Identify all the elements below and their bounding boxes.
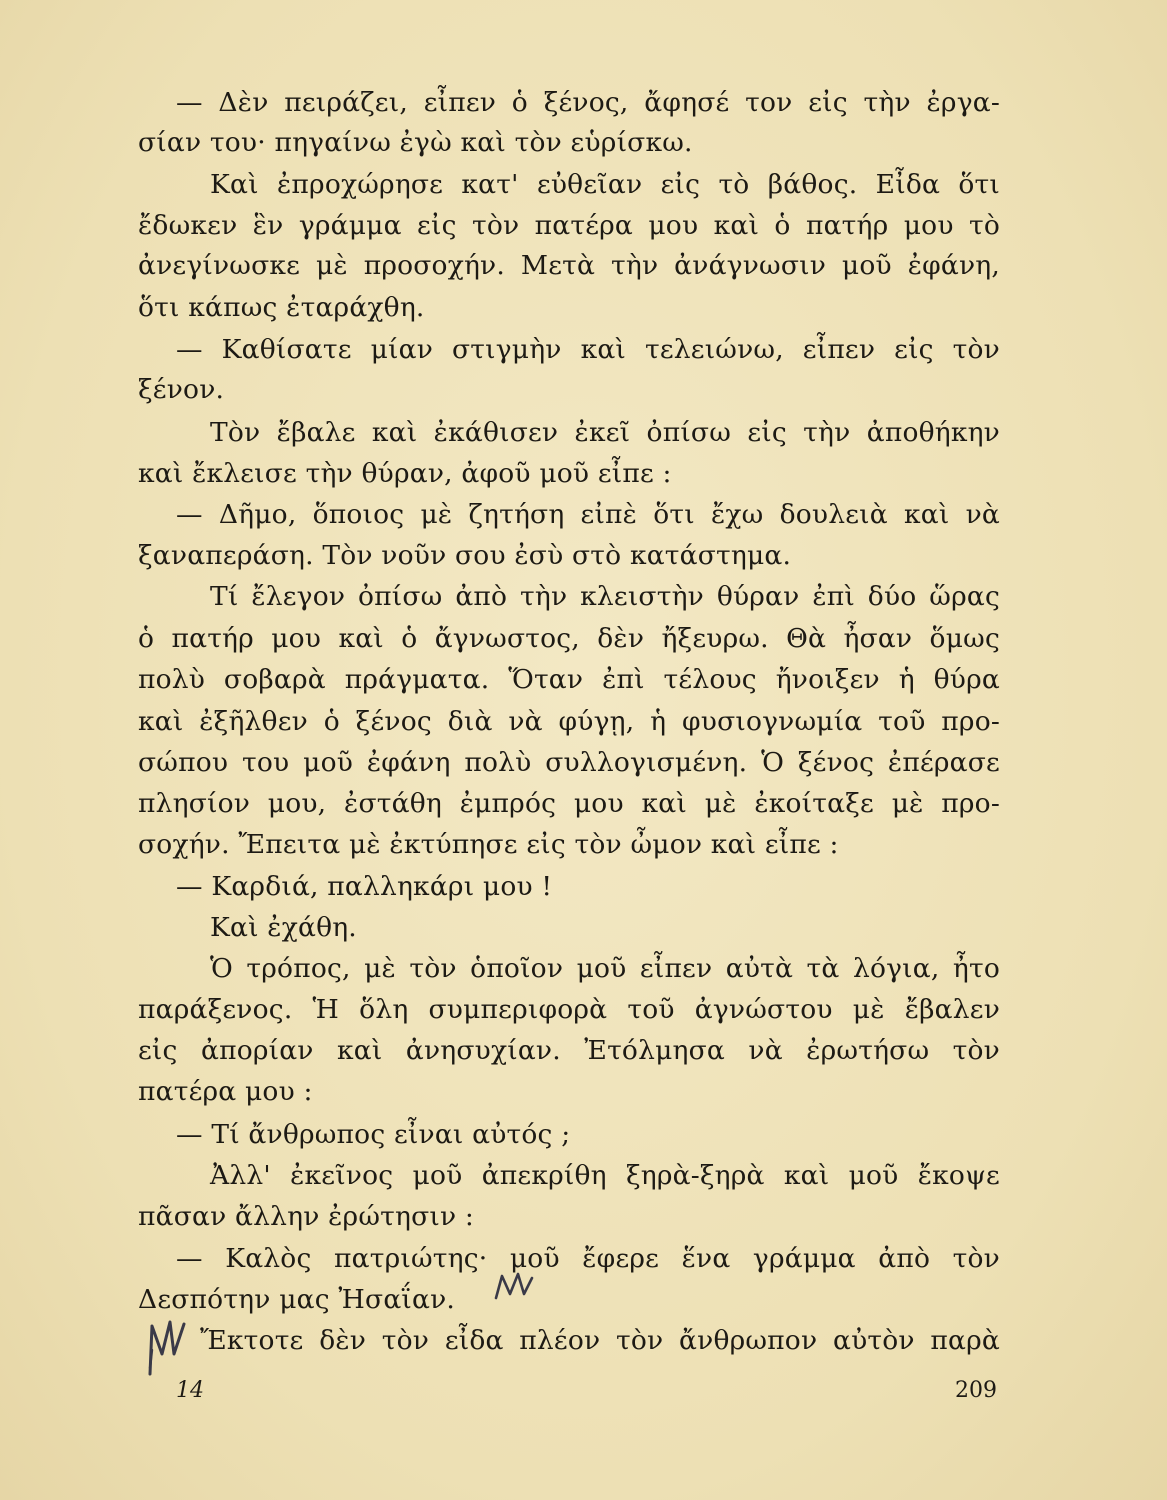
- page-number: 209: [955, 1378, 997, 1403]
- text-line: πατέρα μου :: [138, 1076, 313, 1107]
- handwritten-initials-mark: [140, 1310, 188, 1380]
- text-line: Ἀλλ' ἐκεῖνος μοῦ ἀπεκρίθη ξηρὰ-ξηρὰ καὶ μοῦ ἔκοψε: [210, 1160, 1000, 1191]
- text-line: — Καλὸς πατριώτης· μοῦ ἔφερε ἕνα γράμμα ἀπὸ τὸν: [176, 1243, 1000, 1274]
- text-line: ξαναπεράση. Τὸν νοῦν σου ἐσὺ στὸ κατάστημα.: [138, 540, 792, 571]
- text-line: Ὁ τρόπος, μὲ τὸν ὁποῖον μοῦ εἶπεν αὐτὰ τὰ λόγια, ἦτο: [210, 953, 1000, 984]
- text-line: πλησίον μου, ἐστάθη ἐμπρός μου καὶ μὲ ἐκοίταξε μὲ προ-: [138, 788, 1000, 819]
- text-line: Ἔκτοτε δὲν τὸν εἶδα πλέον τὸν ἄνθρωπον αὐτὸν παρὰ: [200, 1325, 1000, 1356]
- text-line: ὁ πατήρ μου καὶ ὁ ἄγνωστος, δὲν ἤξευρω. Θὰ ἦσαν ὅμως: [138, 623, 1000, 654]
- text-line: σίαν του· πηγαίνω ἐγὼ καὶ τὸν εὑρίσκω.: [138, 127, 693, 158]
- text-line: καὶ ἔκλεισε τὴν θύραν, ἀφοῦ μοῦ εἶπε :: [138, 458, 672, 489]
- text-line: — Καθίσατε μίαν στιγμὴν καὶ τελειώνω, εἶπεν εἰς τὸν: [176, 334, 1000, 365]
- text-line: — Δὲν πειράζει, εἶπεν ὁ ξένος, ἄφησέ τον εἰς τὴν ἐργα-: [176, 87, 1000, 118]
- text-line: πᾶσαν ἄλλην ἐρώτησιν :: [138, 1201, 475, 1232]
- text-line: Καὶ ἐχάθη.: [210, 912, 357, 943]
- text-line: ἀνεγίνωσκε μὲ προσοχήν. Μετὰ τὴν ἀνάγνωσιν μοῦ ἐφάνη,: [138, 250, 1000, 281]
- text-line: ξένον.: [138, 374, 225, 405]
- signature-number: 14: [176, 1378, 204, 1403]
- text-line: Τί ἔλεγον ὀπίσω ἀπὸ τὴν κλειστὴν θύραν ἐπὶ δύο ὥρας: [210, 581, 1000, 612]
- text-line: Τὸν ἔβαλε καὶ ἐκάθισεν ἐκεῖ ὀπίσω εἰς τὴν ἀποθήκην: [210, 417, 1000, 448]
- text-line: εἰς ἀπορίαν καὶ ἀνησυχίαν. Ἐτόλμησα νὰ ἐρωτήσω τὸν: [138, 1035, 1000, 1066]
- text-line: — Δῆμο, ὅποιος μὲ ζητήση εἰπὲ ὅτι ἔχω δουλειὰ καὶ νὰ: [176, 499, 1000, 530]
- text-line: Καὶ ἐπροχώρησε κατ' εὐθεῖαν εἰς τὸ βάθος. Εἶδα ὅτι: [210, 169, 1000, 200]
- handwritten-mark-inline: [492, 1268, 542, 1302]
- text-line: πολὺ σοβαρὰ πράγματα. Ὅταν ἐπὶ τέλους ἤνοιξεν ἡ θύρα: [138, 664, 1000, 695]
- text-line: — Τί ἄνθρωπος εἶναι αὐτός ;: [176, 1119, 571, 1150]
- text-line: ὅτι κάπως ἐταράχθη.: [138, 292, 425, 323]
- text-line: σώπου του μοῦ ἐφάνη πολὺ συλλογισμένη. Ὁ ξένος ἐπέρασε: [138, 747, 1000, 778]
- text-line: ἔδωκεν ἓν γράμμα εἰς τὸν πατέρα μου καὶ ὁ πατήρ μου τὸ: [138, 210, 1000, 241]
- text-line: σοχήν. Ἔπειτα μὲ ἐκτύπησε εἰς τὸν ὦμον καὶ εἶπε :: [138, 829, 839, 860]
- text-line: παράξενος. Ἡ ὅλη συμπεριφορὰ τοῦ ἀγνώστου μὲ ἔβαλεν: [138, 994, 1000, 1025]
- text-line: — Καρδιά, παλληκάρι μου !: [176, 871, 553, 902]
- text-line: Δεσπότην μας Ἠσαΐαν.: [138, 1284, 456, 1315]
- text-line: καὶ ἐξῆλθεν ὁ ξένος διὰ νὰ φύγῃ, ἡ φυσιογνωμία τοῦ προ-: [138, 706, 1000, 737]
